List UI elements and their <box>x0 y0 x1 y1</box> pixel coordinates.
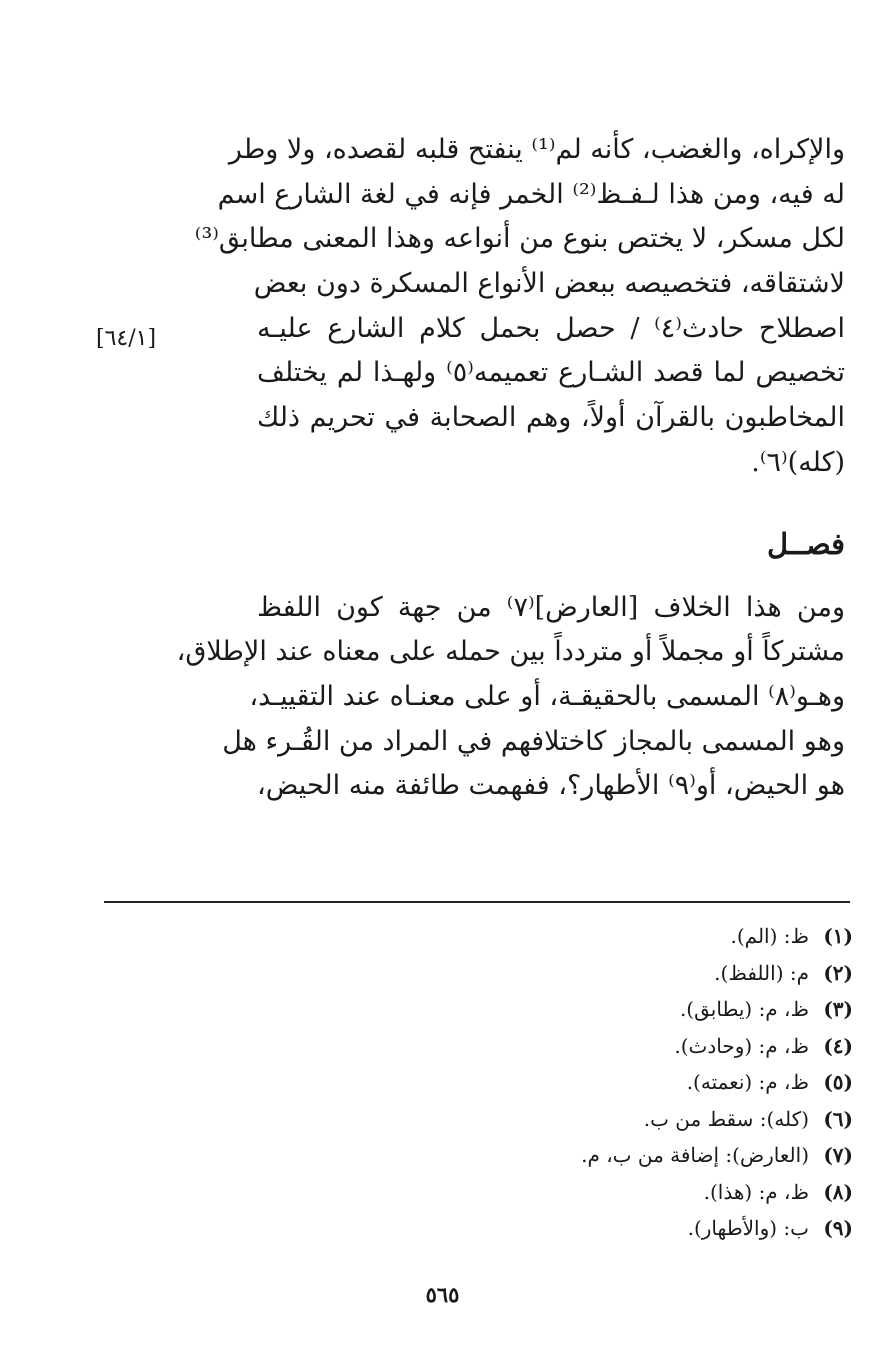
footnote-text: ظ، م: (هذا). <box>703 1179 809 1204</box>
footnote-text: ظ، م: (يطابق). <box>679 997 809 1021</box>
page-number: ٥٦٥ <box>425 1282 460 1307</box>
footnote-text: ب: (والأطهار). <box>687 1216 809 1240</box>
footnote <box>153 1137 853 1174</box>
text-line: هو الحيض، أو⁽٩⁾ الأطهار؟، ففهمت طائفة منه الحيض، <box>257 770 845 802</box>
footnote-number: (٢) <box>823 960 853 985</box>
footnote-text: ظ، م: (وحادث). <box>674 1033 809 1058</box>
footnote <box>153 1028 853 1065</box>
text-line: ومن هذا الخلاف [العارض]⁽٧⁾ من جهة كون اللفظ <box>257 591 845 623</box>
footnote-text: ظ: (الم). <box>730 924 809 948</box>
footnote-number: (٤) <box>823 1033 853 1058</box>
footnote-number: (٥) <box>823 1070 853 1094</box>
footnote-number: (٣) <box>823 997 853 1021</box>
footnote-number: (٩) <box>823 1216 853 1240</box>
footnote <box>153 955 853 992</box>
text-line: مشتركاً أو مجملاً أو متردداً بين حمله على معناه عند الإطلاق، <box>176 636 845 668</box>
footnote <box>153 1101 853 1138</box>
footnote-text: (العارض): إضافة من ب، م. <box>581 1143 809 1167</box>
footnote-text: م: (اللفظ). <box>714 960 809 985</box>
footnote <box>153 1174 853 1211</box>
text-line: وهو المسمى بالمجاز كاختلافهم في المراد من القُـرء هل <box>222 725 845 757</box>
marginal-reference: [٦٤/١] <box>96 326 157 351</box>
main-text-block <box>176 128 846 809</box>
text-line: المخاطبون بالقرآن أولاً، وهم الصحابة في تحريم ذلك <box>257 402 845 434</box>
text-line: والإكراه، والغضب، كأنه لم⁽¹⁾ ينفتح قلبه لقصده، ولا وطر <box>228 134 845 165</box>
text-line: لاشتقاقه، فتخصيصه ببعض الأنواع المسكرة دون بعض <box>253 268 845 300</box>
text-line: لكل مسكر، لا يختص بنوع من أنواعه وهذا المعنى مطابق⁽³⁾ <box>194 223 845 255</box>
footnote <box>153 918 853 955</box>
text-line: تخصيص لما قصد الشـارع تعميمه⁽٥⁾ ولهـذا لم يختلف <box>257 357 845 389</box>
footnote <box>153 991 853 1028</box>
footnote-number: (٨) <box>823 1179 853 1204</box>
footnote-number: (١) <box>823 924 853 948</box>
section-heading: فصــل <box>767 526 845 561</box>
text-line: (كله)⁽٦⁾. <box>751 446 845 478</box>
footnote-divider <box>104 901 850 903</box>
footnote <box>153 1210 853 1247</box>
footnote-text: (كله): سقط من ب. <box>643 1106 809 1131</box>
text-line: وهـو⁽٨⁾ المسمى بالحقيقـة، أو على معنـاه عند التقييـد، <box>249 680 845 712</box>
footnote-text: ظ، م: (نعمته). <box>686 1070 809 1094</box>
footnote-number: (٦) <box>823 1106 853 1131</box>
footnotes-block <box>153 918 853 1247</box>
text-line: له فيه، ومن هذا لـفـظ⁽²⁾ الخمر فإنه في لغة الشارع اسم <box>217 178 845 210</box>
footnote-number: (٧) <box>823 1143 853 1167</box>
text-line: اصطلاح حادث⁽٤⁾ / حصل بحمل كلام الشارع عليـه <box>257 312 846 344</box>
footnote <box>153 1064 853 1101</box>
